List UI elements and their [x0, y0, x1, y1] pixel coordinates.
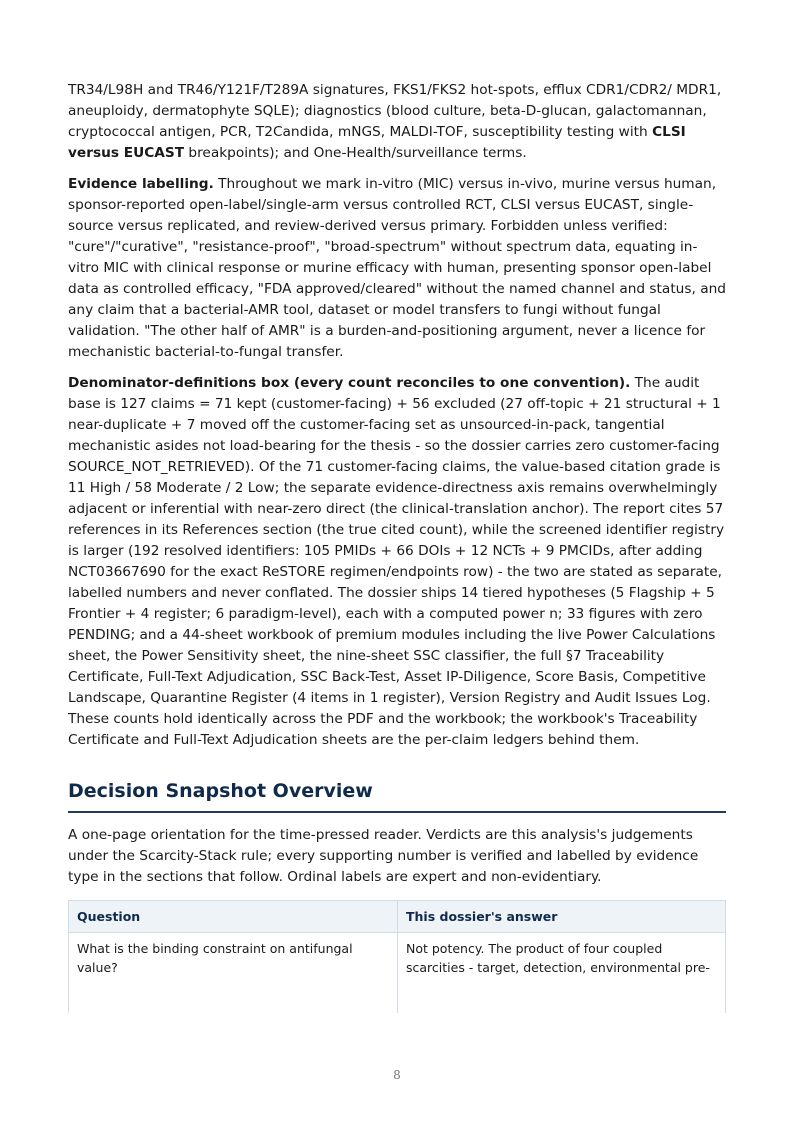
- page-number: 8: [393, 1068, 401, 1082]
- lead-in-bold: Evidence labelling.: [68, 176, 214, 192]
- table-header-row: [69, 901, 726, 933]
- paragraph-text: TR34/L98H and TR46/Y121F/T289A signatures, FKS1/FKS2 hot-spots, efflux CDR1/CDR2/ MDR1, aneuploidy, dermatophyte SQLE); diagnostics (blood culture, beta-D-glucan, galactomannan, cryptococcal antigen, PCR, T2Candida, mNGS, MALDI-TOF, susceptibility testing with: [68, 82, 722, 140]
- column-header-question: Question: [69, 901, 398, 933]
- table-cell-answer: Not potency. The product of four coupled scarcities - target, detection, environmental pre-: [398, 933, 726, 1014]
- paragraph-evidence-labelling: [68, 174, 726, 363]
- paragraph-diagnostics: [68, 80, 726, 164]
- column-header-answer: This dossier's answer: [398, 901, 726, 933]
- paragraph-text: The audit base is 127 claims = 71 kept (customer-facing) + 56 excluded (27 off-topic + 21 structural + 1 near-duplicate + 7 moved off the customer-facing set as unsourced-in-pack, tangential mechanistic asides not load-bearing for the thesis - so the dossier carries zero customer-facing SOURCE_NOT_RETRIEVED). Of the 71 customer-facing claims, the value-based citation grade is 11 High / 58 Moderate / 2 Low; the separate evidence-directness axis remains overwhelmingly adjacent or inferential with near-zero direct (the clinical-translation anchor). The report cites 57 references in its References section (the true cited count), while the screened identifier registry is larger (192 resolved identifiers: 105 PMIDs + 66 DOIs + 12 NCTs + 9 PMCIDs, after adding NCT03667690 for the exact ReSTORE regimen/endpoints row) - the two are stated as separate, labelled numbers and never conflated. The dossier ships 14 tiered hypotheses (5 Flagship + 5 Frontier + 4 register; 6 paradigm-level), each with a computed power n; 33 figures with zero PENDING; and a 44-sheet workbook of premium modules including the live Power Calculations sheet, the Power Sensitivity sheet, the nine-sheet SSC classifier, the full §7 Traceability Certificate, Full-Text Adjudication, SSC Back-Test, Asset IP-Diligence, Score Basis, Competitive Landscape, Quarantine Register (4 items in 1 register), Version Registry and Audit Issues Log. These counts hold identically across the PDF and the workbook; the workbook's Traceability Certificate and Full-Text Adjudication sheets are the per-claim ledgers behind them.: [68, 375, 725, 748]
- section-heading: Decision Snapshot Overview: [68, 779, 726, 813]
- table-cell-question: What is the binding constraint on antifungal value?: [69, 933, 398, 1014]
- paragraph-denominator-definitions: [68, 373, 726, 751]
- table-row: [69, 933, 726, 1014]
- bold-phrase: CLSI versus EUCAST: [68, 124, 686, 161]
- lead-in-bold: Denominator-definitions box (every count reconciles to one convention).: [68, 375, 631, 391]
- section-intro: A one-page orientation for the time-pressed reader. Verdicts are this analysis's judgements under the Scarcity-Stack rule; every supporting number is verified and labelled by evidence type in the sections that follow. Ordinal labels are expert and non-evidentiary.: [68, 827, 699, 885]
- paragraph-text: Throughout we mark in-vitro (MIC) versus in-vivo, murine versus human, sponsor-reported open-label/single-arm versus controlled RCT, CLSI versus EUCAST, single-source versus replicated, and review-derived versus primary. Forbidden unless verified: "cure"/"curative", "resistance-proof", "broad-spectrum" without spectrum data, equating in-vitro MIC with clinical response or murine efficacy with human, presenting sponsor open-label data as controlled efficacy, "FDA approved/cleared" without the named channel and status, and any claim that a bacterial-AMR tool, dataset or model transfers to fungi without fungal validation. "The other half of AMR" is a burden-and-positioning argument, never a licence for mechanistic bacterial-to-fungal transfer.: [68, 176, 726, 360]
- decision-snapshot-table: [68, 900, 726, 1013]
- paragraph-text: breakpoints); and One-Health/surveillance terms.: [184, 145, 527, 161]
- document-page: [68, 80, 726, 1013]
